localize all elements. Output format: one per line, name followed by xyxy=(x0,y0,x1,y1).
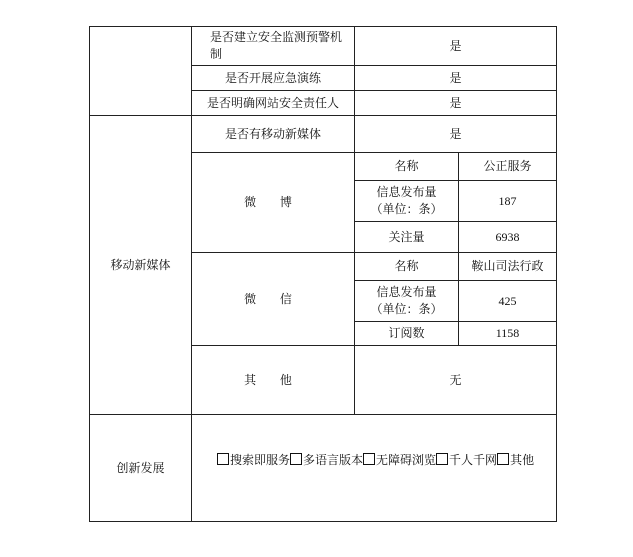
weibo-posts-value: 187 xyxy=(459,181,557,222)
wechat-subscribers-value: 1158 xyxy=(459,322,557,346)
other-value: 无 xyxy=(355,346,557,415)
table-row xyxy=(90,116,557,153)
section-label-innovation: 创新发展 xyxy=(90,415,192,522)
innovation-options xyxy=(192,415,557,522)
row-label-monitoring: 是否建立安全监测预警机制 xyxy=(192,27,355,66)
option-other[interactable]: 其他 xyxy=(497,452,534,469)
checkbox-icon[interactable] xyxy=(497,453,509,465)
option-personalized[interactable]: 千人千网 xyxy=(436,452,497,469)
checkbox-icon[interactable] xyxy=(290,453,302,465)
wechat-posts-value: 425 xyxy=(459,281,557,322)
row-value-has-mobile: 是 xyxy=(355,116,557,153)
wechat-name-label: 名称 xyxy=(355,253,459,281)
checkbox-icon[interactable] xyxy=(217,453,229,465)
table-row xyxy=(90,27,557,66)
table-row xyxy=(90,415,557,522)
stats-table xyxy=(89,26,557,522)
innovation-checkbox-group xyxy=(217,453,534,467)
option-search-service[interactable]: 搜索即服务 xyxy=(217,452,290,469)
checkbox-icon[interactable] xyxy=(436,453,448,465)
row-value-monitoring: 是 xyxy=(355,27,557,66)
option-multilingual[interactable]: 多语言版本 xyxy=(290,452,363,469)
option-accessible[interactable]: 无障碍浏览 xyxy=(363,452,436,469)
row-value-drill: 是 xyxy=(355,66,557,91)
row-label-drill: 是否开展应急演练 xyxy=(192,66,355,91)
weibo-followers-label: 关注量 xyxy=(355,222,459,253)
weibo-posts-label: 信息发布量（单位：条） xyxy=(355,181,459,222)
wechat-posts-label: 信息发布量（单位：条） xyxy=(355,281,459,322)
weibo-name-label: 名称 xyxy=(355,153,459,181)
row-label-has-mobile: 是否有移动新媒体 xyxy=(192,116,355,153)
checkbox-icon[interactable] xyxy=(363,453,375,465)
wechat-label: 微 信 xyxy=(192,253,355,346)
row-label-responsible: 是否明确网站安全责任人 xyxy=(192,91,355,116)
weibo-name-value: 公正服务 xyxy=(459,153,557,181)
section-label-mobile: 移动新媒体 xyxy=(90,116,192,415)
wechat-subscribers-label: 订阅数 xyxy=(355,322,459,346)
other-label: 其 他 xyxy=(192,346,355,415)
section-cell-security xyxy=(90,27,192,116)
row-value-responsible: 是 xyxy=(355,91,557,116)
weibo-followers-value: 6938 xyxy=(459,222,557,253)
weibo-label: 微 博 xyxy=(192,153,355,253)
wechat-name-value: 鞍山司法行政 xyxy=(459,253,557,281)
